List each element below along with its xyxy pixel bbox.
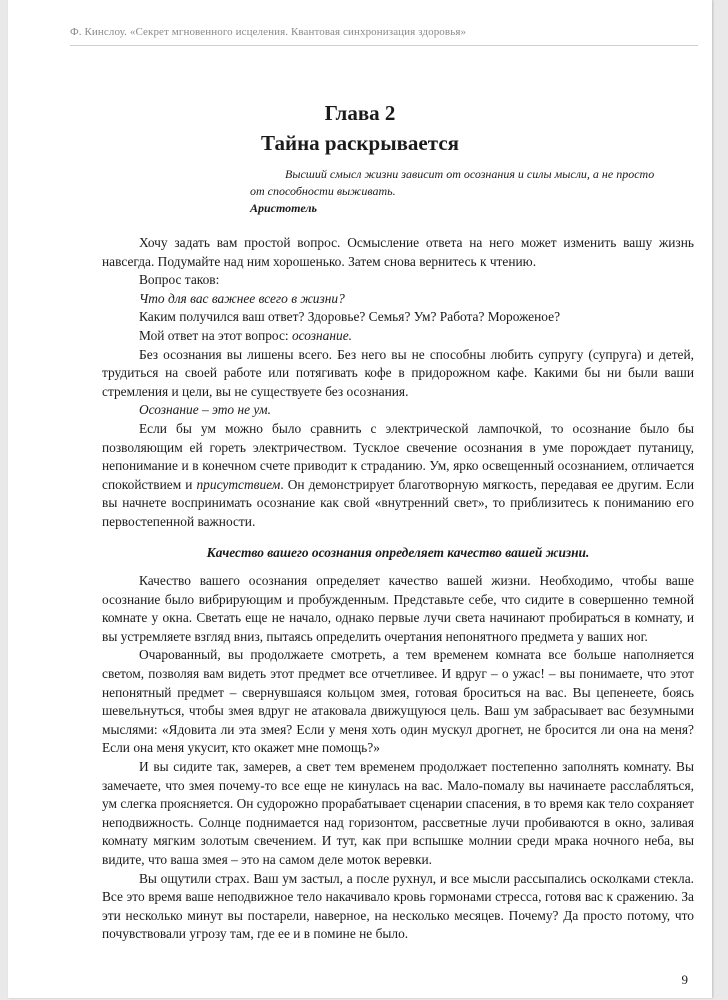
paragraph: Без осознания вы лишены всего. Без него вы не способны любить супругу (супруга) и детей, трудиться на своей работе или потягивать кофе в придорожном кафе. Какими бы ни были ваши стремления и цели, вы не существуете без осознания. — [102, 346, 694, 399]
epigraph — [250, 166, 660, 217]
answer-emphasis: осознание. — [291, 327, 352, 343]
chapter-title: Тайна раскрывается — [260, 131, 460, 155]
paragraph-part: . Он демонстрирует благотворную мягкость, передавая ее другим. Если вы начнете воспринимать осознание как свой «внутренний свет», то приблизитесь к пониманию его первостепенной важности. — [102, 476, 694, 529]
book-page — [8, 0, 712, 998]
page-number: 9 — [681, 972, 688, 987]
statement-line — [102, 401, 694, 420]
paragraph: Очарованный, вы продолжаете смотреть, а тем временем комната все больше наполняется светом, позволяя вам видеть этот предмет все отчетливее. И вдруг – о ужас! – вы понимаете, что этот непонятный предмет – свернувшаяся кольцом змея, готовая броситься на вас. Вы цепенеете, боясь шевельнуться, чтобы змея вдруг не атаковала движущуюся цель. Ваш ум забрасывает вас безумными мыслями: «Ядовита ли эта змея? Если у меня хоть один мускул дрогнет, не бросится ли она на меня? Если она меня укусит, кто окажет мне помощь?» — [102, 647, 694, 756]
answer-line — [102, 327, 694, 346]
chapter-heading — [8, 98, 712, 158]
answer-lead: Мой ответ на этот вопрос: — [139, 327, 292, 343]
paragraph — [102, 420, 694, 532]
question-line — [102, 290, 694, 309]
chapter-number: Глава 2 — [324, 101, 396, 125]
epigraph-author: Аристотель — [250, 201, 318, 215]
header-divider — [70, 45, 698, 46]
paragraph: Хочу задать вам простой вопрос. Осмысление ответа на него может изменить вашу жизнь навсегда. Подумайте над ним хорошенько. Затем снова вернитесь к чтению. — [102, 235, 694, 269]
paragraph-emphasis: присутствием — [196, 476, 281, 492]
paragraph: Вопрос таков: — [139, 272, 220, 288]
section-subheading: Качество вашего осознания определяет качество вашей жизни. — [206, 544, 590, 560]
paragraph: Качество вашего осознания определяет качество вашей жизни. Необходимо, чтобы ваше осознание было вибрирующим и пробужденным. Представьте себе, что сидите в совершенно темной комнате у окна. Светать еще не начало, однако первые лучи света начинают пробираться в комнату, и вы устремляете взгляд вниз, пытаясь определить очертания непонятного предмета у ваших ног. — [102, 573, 694, 644]
epigraph-quote: Высший смысл жизни зависит от осознания и силы мысли, а не просто от способности выживать. — [250, 167, 655, 198]
body-text — [102, 234, 694, 944]
paragraph-part: Если бы ум можно было сравнить с электрической лампочкой, то осознание было бы позволяющим ей гореть электричеством. Тусклое свечение осознания в уме порождает путаницу, непонимание и в конечном счете приводит к страданию. Ум, ярко освещенный осознанием, отличается спокойствием и — [102, 420, 694, 492]
paragraph: И вы сидите так, замерев, а свет тем временем продолжает постепенно заполнять комнату. Вы замечаете, что змея почему-то все еще не кинулась на вас. Мало-помалу вы начинаете расслабляться, ум слегка проясняется. Он судорожно прорабатывает сценарии спасения, в то время как тело сохраняет неподвижность. Солнце поднимается над горизонтом, рассветные лучи пробиваются в окно, заливая комнату мягким золотым свечением. И тут, как при вспышке молнии среди мрака ночного неба, вы видите, что ваша змея – это на самом деле моток веревки. — [102, 759, 694, 867]
paragraph: Каким получился ваш ответ? Здоровье? Семья? Ум? Работа? Мороженое? — [139, 309, 561, 325]
running-head: Ф. Кинслоу. «Секрет мгновенного исцеления. Квантовая синхронизация здоровья» — [70, 26, 467, 38]
question-text: Что для вас важнее всего в жизни? — [139, 290, 345, 306]
statement-text: Осознание – это не ум. — [139, 402, 271, 418]
paragraph: Вы ощутили страх. Ваш ум застыл, а после рухнул, и все мысли рассыпались осколками стекла. Все это время ваше неподвижное тело накачивало кровь гормонами стресса, готовя вас к сражению. За эти несколько минут вы постарели, наверное, на несколько месяцев. Почему? Да просто потому, что почувствовали угрозу там, где ее и в помине не было. — [102, 870, 694, 942]
